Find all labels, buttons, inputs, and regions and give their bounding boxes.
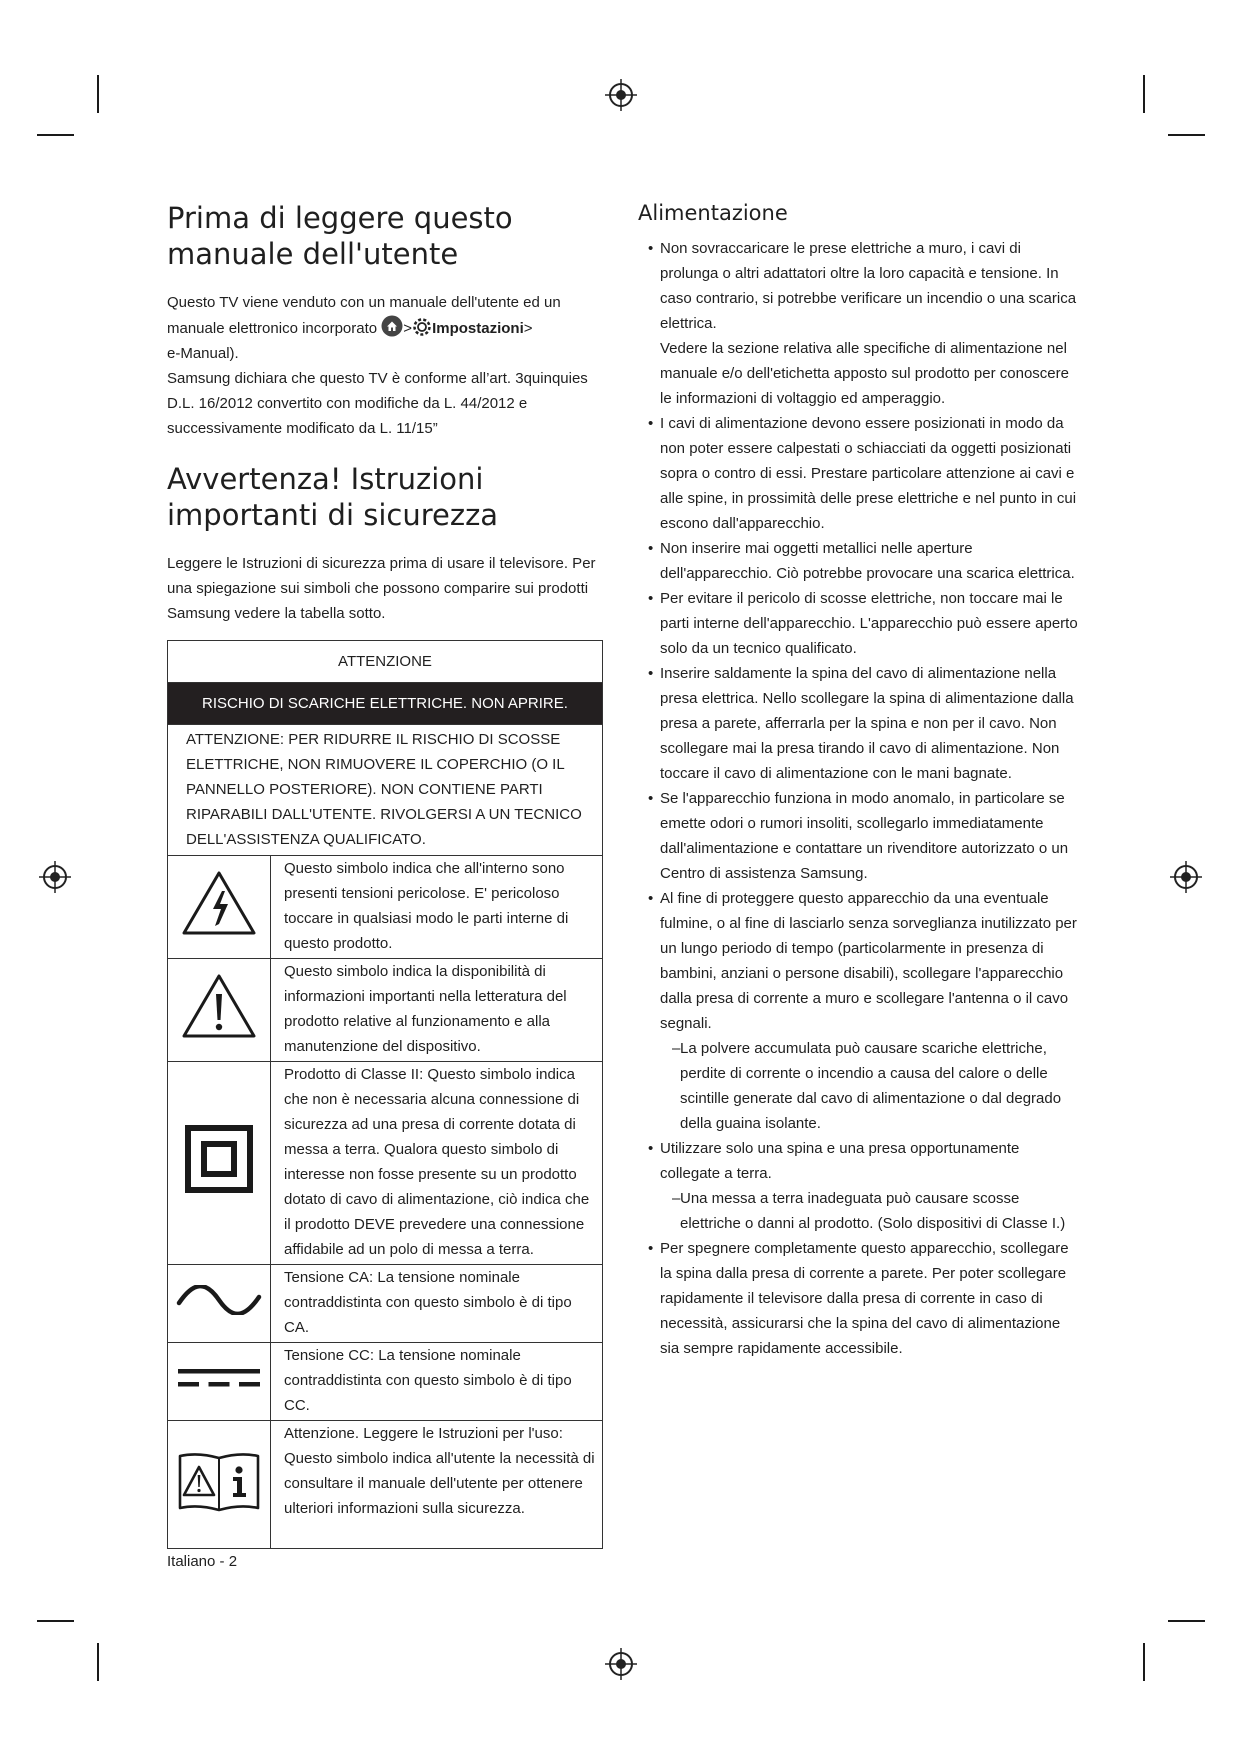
table-danger-banner: RISCHIO DI SCARICHE ELETTRICHE. NON APRIRE. xyxy=(168,683,603,725)
table-row-text: Questo simbolo indica che all'interno sono presenti tensioni pericolose. E' pericoloso toccare in qualsiasi modo le parti interne di questo prodotto. xyxy=(271,856,603,959)
right-column xyxy=(638,200,1083,1361)
registration-mark-icon xyxy=(1170,861,1202,893)
table-header: ATTENZIONE xyxy=(168,641,603,683)
intro-paragraph xyxy=(167,290,603,366)
crop-mark xyxy=(1168,1620,1205,1622)
safety-symbols-table xyxy=(167,640,603,1549)
nav-separator: > xyxy=(403,320,413,337)
dc-voltage-icon xyxy=(176,1363,262,1393)
table-row xyxy=(168,856,603,959)
crop-mark xyxy=(1143,75,1145,113)
list-item: • Per evitare il pericolo di scosse elettriche, non toccare mai le parti interne dell'apparecchio. L'apparecchio può essere aperto solo da un tecnico qualificato. xyxy=(638,586,1083,661)
table-row-text: Questo simbolo indica la disponibilità di informazioni importanti nella letteratura del prodotto relative al funzionamento e alla manutenzione del dispositivo. xyxy=(271,959,603,1062)
table-row-text: Tensione CA: La tensione nominale contraddistinta con questo simbolo è di tipo CA. xyxy=(271,1265,603,1343)
list-item: • Al fine di proteggere questo apparecchio da una eventuale fulmine, o al fine di lasciarlo senza sorveglianza inutilizzato per un lungo periodo di tempo (particolarmente in presenza di bambini, anziani o persone disabili), scollegare l'apparecchio dalla presa di corrente a muro e scollegare l'antenna o il cavo segnali. xyxy=(638,886,1083,1036)
class-ii-double-square-icon xyxy=(184,1124,254,1194)
table-row xyxy=(168,1265,603,1343)
table-row xyxy=(168,1421,603,1549)
nav-settings-label: Impostazioni xyxy=(432,320,524,337)
warning-exclamation-icon xyxy=(181,972,257,1040)
crop-mark xyxy=(97,1643,99,1681)
list-item: • I cavi di alimentazione devono essere posizionati in modo da non poter essere calpestati o schiacciati da oggetti posizionati sopra o contro di essi. Prestare particolare attenzione ai cavi e alle spine, in prossimità delle prese elettriche e nel punto in cui escono dall'apparecchio. xyxy=(638,411,1083,536)
list-item: • Per spegnere completamente questo apparecchio, scollegare la spina dalla presa di corrente a parete. Per poter scollegare rapidamente il televisore dalla presa di corrente in caso di necessità, assicurarsi che la spina del cavo di alimentazione sia sempre rapidamente accessibile. xyxy=(638,1236,1083,1361)
crop-mark xyxy=(37,1620,74,1622)
intro-text-b: e-Manual). xyxy=(167,345,239,362)
table-row xyxy=(168,1343,603,1421)
section-title-safety: Avvertenza! Istruzioni importanti di sicurezza xyxy=(167,462,499,532)
list-item: • Inserire saldamente la spina del cavo di alimentazione nella presa elettrica. Nello scollegare la spina di alimentazione dalla presa a parete, afferrarla per la spina e non per il cavo. Non scollegare mai la presa tirando il cavo di alimentazione. Non toccare il cavo di alimentazione con le mani bagnate. xyxy=(638,661,1083,786)
high-voltage-icon xyxy=(181,869,257,937)
crop-mark xyxy=(1168,134,1205,136)
gear-icon xyxy=(412,317,432,337)
list-item: • Utilizzare solo una spina e una presa opportunamente collegate a terra. xyxy=(638,1136,1083,1186)
safety-intro-paragraph: Leggere le Istruzioni di sicurezza prima di usare il televisore. Per una spiegazione sui simboli che possono comparire sui prodotti Samsung vedere la tabella sotto. xyxy=(167,555,596,622)
list-item-text: Non sovraccaricare le prese elettriche a muro, i cavi di prolunga o altri adattatori oltre la loro capacità e tensione. In caso contrario, si potrebbe verificare un incendio o una scarica elettrica. xyxy=(660,240,1077,332)
section-title-manual: Prima di leggere questo manuale dell'utente xyxy=(167,201,513,271)
intro-text-a: Questo TV viene venduto con un manuale dell'utente ed un manuale elettronico incorporato xyxy=(167,294,561,337)
left-column xyxy=(167,200,603,1549)
crop-mark xyxy=(1143,1643,1145,1681)
table-row xyxy=(168,959,603,1062)
table-row-text: Attenzione. Leggere le Istruzioni per l'uso: Questo simbolo indica all'utente la necessità di consultare il manuale dell'utente per ottenere ulteriori informazioni sulla sicurezza. xyxy=(271,1421,603,1549)
list-item-note: Vedere la sezione relativa alle specifiche di alimentazione nel manuale e/o dell'etichetta apposto sul prodotto per conoscere le informazioni di voltaggio ed amperaggio. xyxy=(660,340,1069,407)
list-item xyxy=(638,236,1083,411)
table-row xyxy=(168,1062,603,1265)
list-item: • Non inserire mai oggetti metallici nelle aperture dell'apparecchio. Ciò potrebbe provocare una scarica elettrica. xyxy=(638,536,1083,586)
crop-mark xyxy=(97,75,99,113)
registration-mark-icon xyxy=(39,861,71,893)
read-instructions-icon xyxy=(176,1450,262,1512)
crop-mark xyxy=(37,134,74,136)
table-row-text: Tensione CC: La tensione nominale contraddistinta con questo simbolo è di tipo CC. xyxy=(271,1343,603,1421)
conformity-paragraph: Samsung dichiara che questo TV è conforme all’art. 3quinquies D.L. 16/2012 convertito con modifiche da L. 44/2012 e successivamente modificato da L. 11/15” xyxy=(167,370,588,437)
registration-mark-icon xyxy=(605,1648,637,1680)
table-row-text: Prodotto di Classe II: Questo simbolo indica che non è necessaria alcuna connessione di sicurezza ad una presa di corrente dotata di messa a terra. Qualora questo simbolo di interesse non fosse presente su un prodotto dotato di cavo di alimentazione, ciò indica che il prodotto DEVE prevedere una connessione affidabile ad un polo di messa a terra. xyxy=(271,1062,603,1265)
ac-voltage-icon xyxy=(176,1285,262,1315)
power-safety-list xyxy=(638,236,1083,1036)
table-warning-text: ATTENZIONE: PER RIDURRE IL RISCHIO DI SCOSSE ELETTRICHE, NON RIMUOVERE IL COPERCHIO (O IL PANNELLO POSTERIORE). NON CONTIENE PARTI RIPARABILI DALL'UTENTE. RIVOLGERSI A UN TECNICO DELL'ASSISTENZA QUALIFICATO. xyxy=(168,725,603,856)
nav-separator: > xyxy=(523,320,533,337)
sub-list-item: – La polvere accumulata può causare scariche elettriche, perdite di corrente o incendio a causa del calore o delle scintille generate dal cavo di alimentazione o dal degrado della guaina isolante. xyxy=(638,1036,1083,1136)
section-heading-power: Alimentazione xyxy=(638,201,788,225)
registration-mark-icon xyxy=(605,79,637,111)
home-icon xyxy=(381,315,403,337)
sub-list-item: – Una messa a terra inadeguata può causare scosse elettriche o danni al prodotto. (Solo dispositivi di Classe I.) xyxy=(638,1186,1083,1236)
page-number: Italiano - 2 xyxy=(167,1553,238,1570)
list-item: • Se l'apparecchio funziona in modo anomalo, in particolare se emette odori o rumori insoliti, scollegarlo immediatamente dall'alimentazione e contattare un rivenditore autorizzato o un Centro di assistenza Samsung. xyxy=(638,786,1083,886)
